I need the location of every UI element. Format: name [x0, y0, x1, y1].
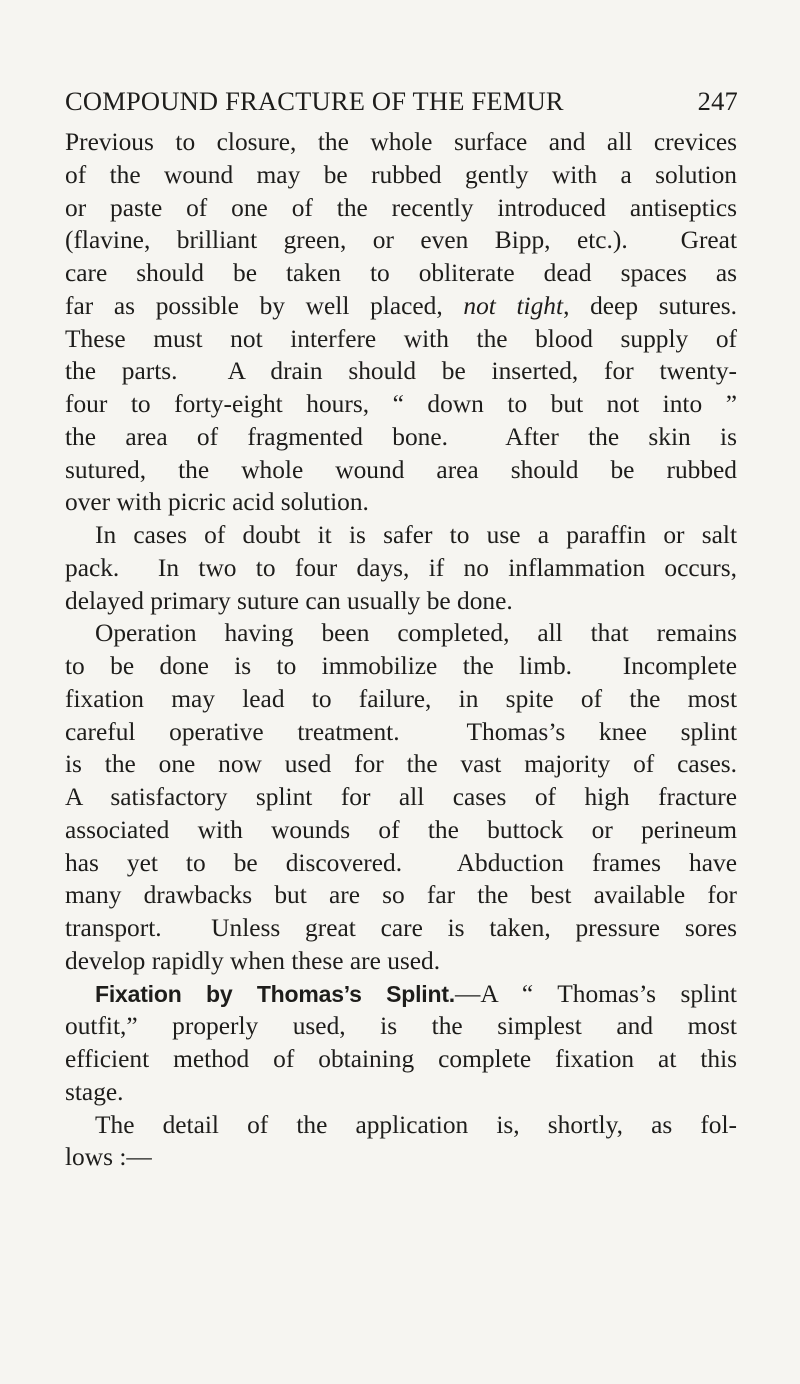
- line-text: transport. Unless great care is taken, pressure sores: [65, 914, 737, 942]
- text-line: [65, 159, 737, 192]
- line-text: fixation may lead to failure, in spite of the most: [65, 684, 737, 713]
- text-line: [65, 192, 737, 225]
- text-line: [65, 224, 737, 257]
- text-line: [65, 879, 737, 912]
- text-line: [65, 486, 737, 519]
- body-text: [65, 126, 737, 1174]
- line-text: has yet to be discovered. Abduction frames have: [65, 848, 737, 877]
- line-text: The detail of the application is, shortly, as fol-: [95, 1110, 737, 1139]
- line-text: efficient method of obtaining complete fixation at this: [65, 1045, 737, 1073]
- line-text: develop rapidly when these are used.: [65, 946, 441, 975]
- text-line: [65, 1141, 737, 1174]
- section-sidehead: Fixation by Thomas’s Splint.: [95, 980, 455, 1007]
- line-text: In cases of doubt it is safer to use a paraffin or salt: [95, 521, 737, 549]
- line-text: (flavine, brilliant green, or even Bipp, etc.). Great: [65, 226, 737, 255]
- text-line: [65, 1076, 737, 1109]
- line-text: or paste of one of the recently introduced antiseptics: [65, 193, 737, 222]
- text-line: [65, 454, 737, 487]
- line-text: the parts. A drain should be inserted, for twenty-: [65, 357, 737, 386]
- running-title: COMPOUND FRACTURE OF THE FEMUR: [65, 86, 564, 116]
- line-text: stage.: [65, 1077, 124, 1106]
- page-number: 247: [697, 86, 738, 116]
- text-line: [65, 945, 737, 978]
- line-text: associated with wounds of the buttock or perineum: [65, 815, 737, 844]
- line-text: many drawbacks but are so far the best available for: [65, 881, 737, 910]
- line-text: —A “ Thomas’s splint: [455, 979, 737, 1008]
- text-line: [65, 355, 737, 388]
- text-line: [65, 1109, 737, 1142]
- text-line: [65, 323, 737, 356]
- italic-emphasis: not tight: [463, 291, 564, 320]
- text-line: [65, 650, 737, 683]
- line-text: These must not interfere with the blood supply of: [65, 324, 737, 353]
- text-line: [65, 126, 737, 159]
- line-text: sutured, the whole wound area should be rubbed: [65, 455, 737, 484]
- text-line: [65, 847, 737, 880]
- text-line: [65, 388, 737, 421]
- text-line: [65, 257, 737, 290]
- line-text: outfit,” properly used, is the simplest and most: [65, 1012, 737, 1041]
- line-text: the area of fragmented bone. After the skin is: [65, 422, 737, 451]
- text-line: [65, 814, 737, 847]
- text-line: [65, 716, 737, 749]
- text-line: [65, 552, 737, 585]
- text-line: [65, 519, 737, 552]
- text-line: [65, 748, 737, 781]
- line-text: to be done is to immobilize the limb. Incomplete: [65, 652, 737, 680]
- text-line: [65, 912, 737, 945]
- text-line: [65, 290, 737, 323]
- line-text: delayed primary suture can usually be done.: [65, 586, 513, 615]
- line-text: over with picric acid solution.: [65, 488, 369, 517]
- text-line: [65, 978, 737, 1011]
- text-line: [65, 1043, 737, 1076]
- text-line: [65, 683, 737, 716]
- text-line: [65, 585, 737, 618]
- line-text: , deep sutures.: [563, 291, 737, 320]
- line-text: care should be taken to obliterate dead spaces as: [65, 259, 737, 287]
- line-text: lows :—: [65, 1143, 152, 1172]
- line-text: far as possible by well placed,: [65, 291, 464, 320]
- text-line: [65, 1010, 737, 1043]
- text-line: [65, 617, 737, 650]
- line-text: Previous to closure, the whole surface and all crevices: [65, 128, 737, 156]
- line-text: is the one now used for the vast majority of cases.: [65, 750, 737, 779]
- text-line: [65, 781, 737, 814]
- line-text: of the wound may be rubbed gently with a solution: [65, 160, 737, 189]
- running-head: [65, 82, 738, 120]
- line-text: A satisfactory splint for all cases of high fracture: [65, 783, 737, 811]
- line-text: Operation having been completed, all that remains: [95, 619, 737, 648]
- line-text: careful operative treatment. Thomas’s knee splint: [65, 717, 737, 746]
- text-line: [65, 421, 737, 454]
- line-text: four to forty-eight hours, “ down to but not into ”: [65, 390, 737, 418]
- line-text: pack. In two to four days, if no inflammation occurs,: [65, 553, 737, 582]
